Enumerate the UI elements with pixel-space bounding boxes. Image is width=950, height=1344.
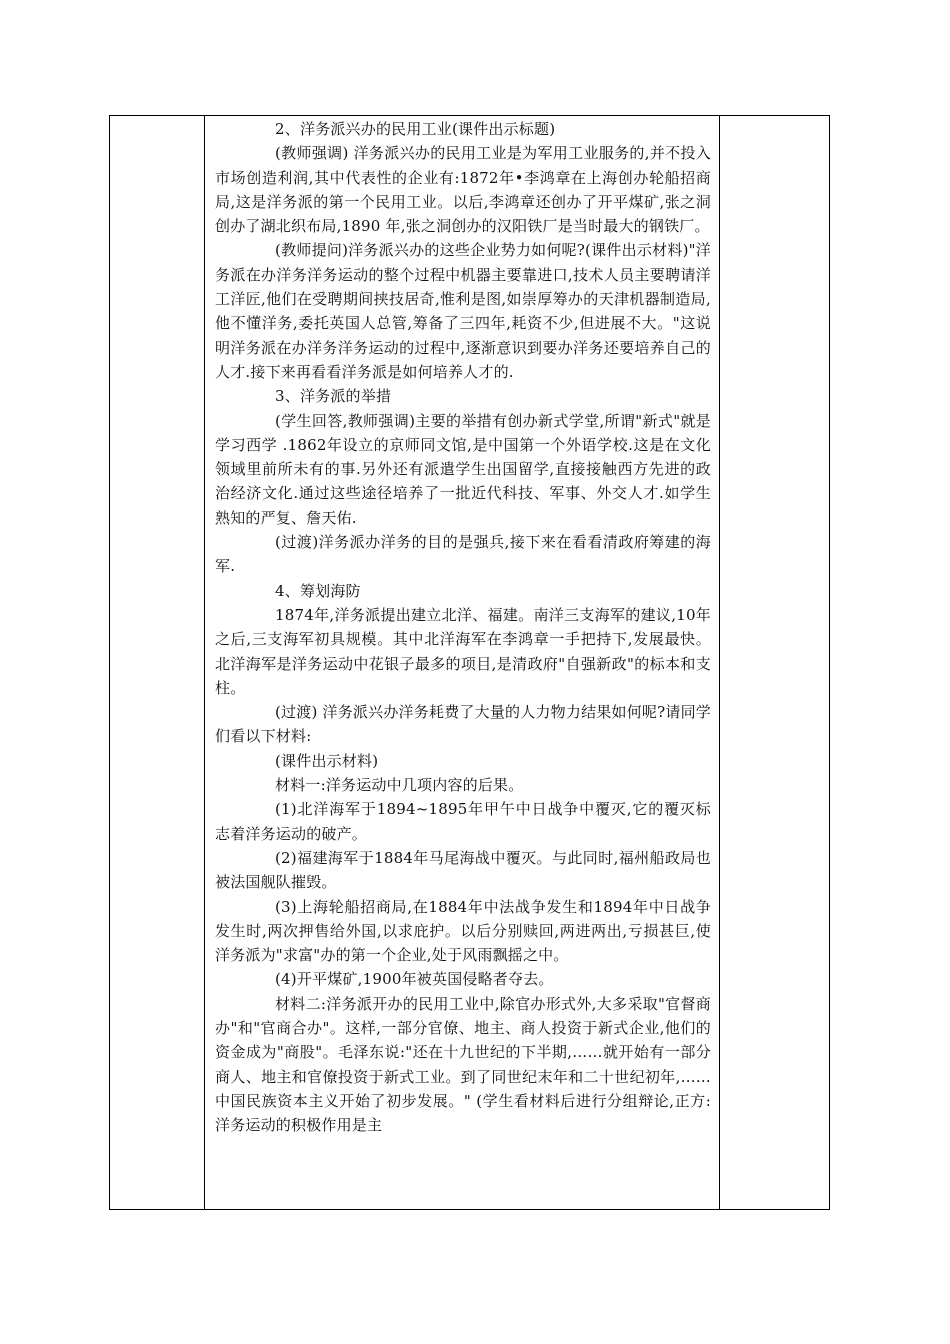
paragraph-item-4: (4)开平煤矿,1900年被英国侵略者夺去。	[275, 970, 554, 989]
paragraph-transition-results: (过渡) 洋务派兴办洋务耗费了大量的人力物力结果如何呢?请同学们看以下材料:	[215, 703, 711, 746]
paragraph-teacher-question: (教师提问)洋务派兴办的这些企业势力如何呢?(课件出示材料)"洋务派在办洋务洋务运动的整个过程中机器主要靠进口,技术人员主要聘请洋工洋匠,他们在受聘期间挟技居奇,惟利是图,如崇厚筹办的天津机器制造局,他不懂洋务,委托英国人总管,筹备了三四年,耗资不少,但进展不大。"这说明洋务派在办洋务洋务运动的过程中,逐渐意识到要办洋务还要培养自己的人才.接下来再看看洋务派是如何培养人才的.	[215, 241, 711, 381]
paragraph-teacher-emphasis: (教师强调) 洋务派兴办的民用工业是为军用工业服务的,并不投入市场创造利润,其中代表性的企业有:1872年•李鸿章在上海创办轮船招商局,这是洋务派的第一个民用工业。以后,李鸿章还创办了开平煤矿,张之洞创办了湖北织布局,1890 年,张之洞创办的汉阳铁厂是当时最大的钢铁厂。	[215, 144, 711, 236]
paragraph-navy-1874: 1874年,洋务派提出建立北洋、福建。南洋三支海军的建议,10年之后,三支海军初具规模。其中北洋海军在李鸿章一手把持下,发展最快。北洋海军是洋务运动中花银子最多的项目,是清政府"自强新政"的标本和支柱。	[215, 605, 711, 697]
paragraph-item-2: (2)福建海军于1884年马尾海战中覆灭。与此同时,福州船政局也被法国舰队摧毁。	[215, 848, 711, 892]
paragraph-material-two: 材料二:洋务派开办的民用工业中,除官办形式外,大多采取"官督商办"和"官商合办"。这样,一部分官僚、地主、商人投资于新式企业,他们的资金成为"商股"。毛泽东说:"还在十九世纪的下半期,……就开始有一部分商人、地主和官僚投资于新式工业。到了同世纪末年和二十世纪初年,……中国民族资本主义开始了初步发展。" (学生看材料后进行分组辩论,正方:洋务运动的积极作用是主	[215, 994, 711, 1135]
lesson-table	[109, 115, 830, 1210]
paragraph-student-answer: (学生回答,教师强调)主要的举措有创办新式学堂,所谓"新式"就是学习西学 .1862年设立的京师同文馆,是中国第一个外语学校.这是在文化领域里前所未有的事.另外还有派遣学生出国留学,直接接触西方先进的政治经济文化.通过这些途径培养了一批近代科技、军事、外交人才.如学生熟知的严复、詹天佑.	[215, 411, 711, 527]
paragraph-heading-civil-industry: 2、洋务派兴办的民用工业(课件出示标题)	[275, 120, 556, 138]
paragraph-item-3: (3)上海轮船招商局,在1884年中法战争发生和1894年中日战争发生时,两次押售给外国,以求庇护。以后分别赎回,两进两出,亏损甚巨,使洋务派为"求富"办的第一个企业,处于风雨飘摇之中。	[215, 897, 711, 965]
paragraph-material-one: 材料一:洋务运动中几项内容的后果。	[275, 776, 524, 795]
paragraph-transition-navy: (过渡)洋务派办洋务的目的是强兵,接下来在看看清政府筹建的海军.	[215, 533, 711, 576]
content-cell	[205, 116, 721, 1209]
paragraph-heading-coastal-defense: 4、筹划海防	[275, 581, 361, 600]
right-column-cell	[719, 116, 829, 1209]
paragraph-item-1: (1)北洋海军于1894~1895年甲午中日战争中覆灭,它的覆灭标志着洋务运动的破产。	[215, 800, 711, 843]
left-column-cell	[110, 116, 205, 1209]
paragraph-show-material: (课件出示材料)	[275, 751, 379, 770]
paragraph-heading-measures: 3、洋务派的举措	[275, 387, 392, 406]
